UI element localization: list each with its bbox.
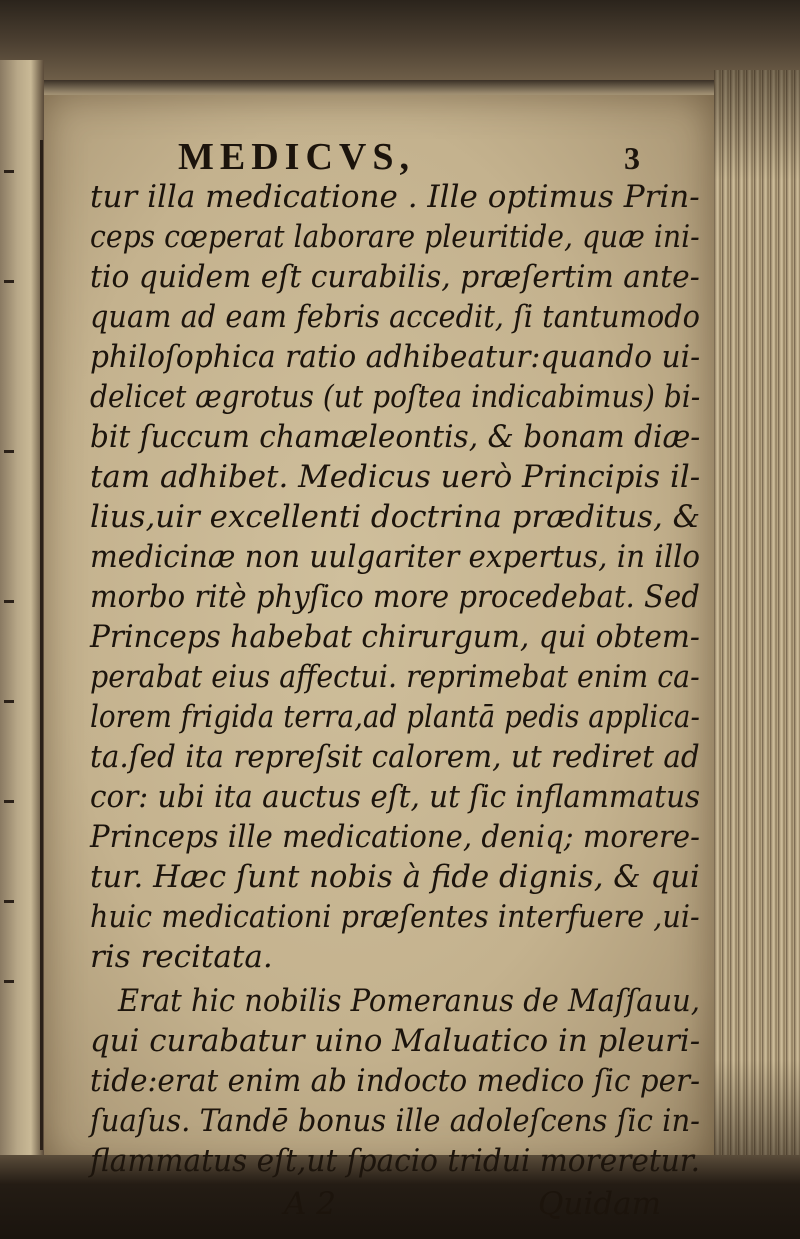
text-line: huic medicationi præſentes interfuere ,ui- bbox=[90, 899, 700, 935]
text-line: delicet ægrotus (ut poſtea indicabimus) bi- bbox=[90, 379, 701, 415]
text-line: lorem frigida terra,ad plantā pedis applica- bbox=[90, 699, 700, 735]
text-line: perabat eius affectui. reprimebat enim ca- bbox=[90, 659, 700, 695]
text-line: ceps cœperat laborare pleuritide, quæ ini- bbox=[90, 219, 700, 255]
text-line: qui curabatur uino Maluatico in pleuri- bbox=[90, 1023, 701, 1059]
text-line: philoſophica ratio adhibeatur:quando ui- bbox=[90, 339, 701, 375]
text-line: flammatus eſt,ut ſpacio tridui moreretur. bbox=[90, 1143, 701, 1179]
text-line: tur illa medicatione . Ille optimus Prin- bbox=[90, 179, 700, 215]
text-line: ſuaſus. Tandē bonus ille adoleſcens ſic in- bbox=[90, 1103, 700, 1139]
page-number: 3 bbox=[624, 140, 640, 176]
running-head: MEDICVS, bbox=[178, 136, 415, 178]
text-line: tam adhibet. Medicus uerò Principis il- bbox=[90, 459, 701, 495]
text-line: tio quidem eſt curabilis, præſertim ante- bbox=[90, 259, 700, 295]
paragraph-first-line: Erat hic nobilis Pomeranus de Maſſauu, bbox=[118, 983, 701, 1019]
text-line: morbo ritè phyſico more procedebat. Sed bbox=[90, 579, 700, 615]
text-line: cor: ubi ita auctus eſt, ut ſic inflammatus bbox=[90, 779, 701, 815]
catchword: Quidam bbox=[538, 1186, 662, 1222]
text-line: bit ſuccum chamæleontis, & bonam diæ- bbox=[90, 419, 701, 455]
text-line: medicinæ non uulgariter expertus, in illo bbox=[90, 539, 701, 575]
text-line: lius,uir excellenti doctrina præditus, & bbox=[90, 499, 701, 535]
signature-mark: A 2 bbox=[284, 1186, 336, 1222]
text-line: ta.ſed ita repreſsit calorem, ut rediret ad bbox=[90, 739, 700, 775]
text-line: tur. Hæc ſunt nobis à fide dignis, & qui bbox=[90, 859, 700, 895]
text-line: quam ad eam febris accedit, ſi tantumodo bbox=[90, 299, 700, 335]
text-line: tide:erat enim ab indocto medico ſic per- bbox=[90, 1063, 701, 1099]
text-line: Princeps ille medicatione, deniq; morere- bbox=[90, 819, 700, 855]
text-line: Princeps habebat chirurgum, qui obtem- bbox=[90, 619, 700, 655]
text-line: ris recitata. bbox=[90, 939, 273, 975]
